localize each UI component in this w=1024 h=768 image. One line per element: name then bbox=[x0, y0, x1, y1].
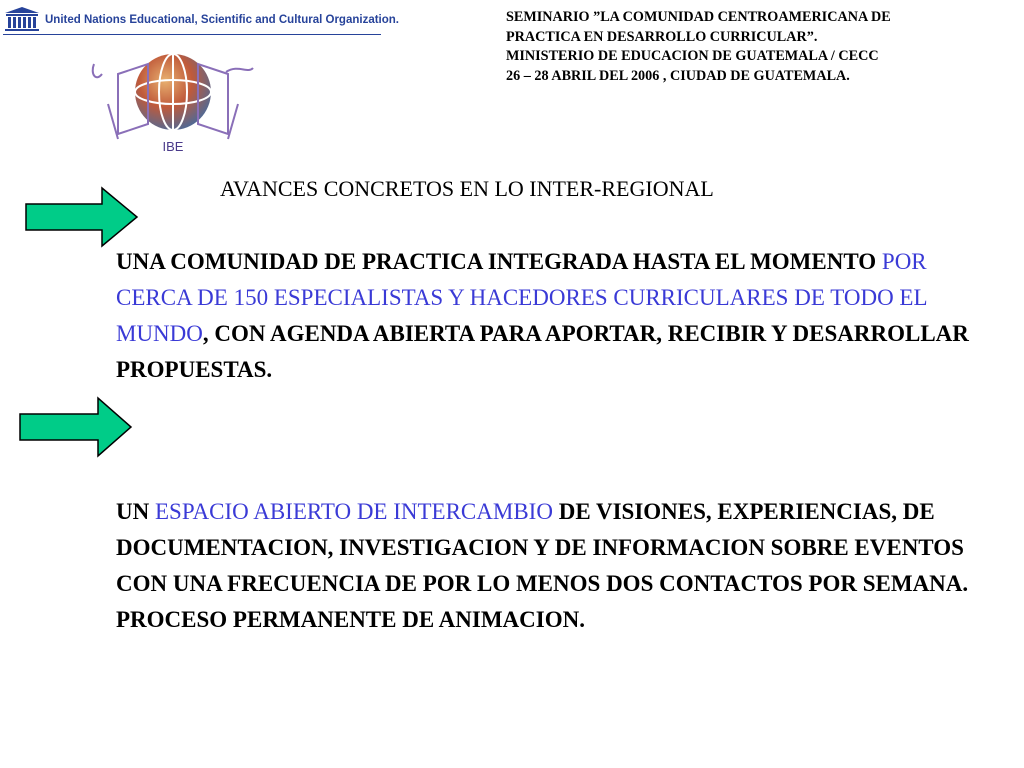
para-text: DE VISIONES, EXPERIENCIAS, DE DOCUMENTACION, INVESTIGACION Y DE INFORMACION SOBRE EVENTOS CON UNA FRECUENCIA DE POR LO MENOS DOS CONTACTOS POR SEMANA. PROCESO PERMANENTE DE ANIMACION. bbox=[116, 499, 969, 632]
seminar-header bbox=[506, 8, 1016, 86]
unesco-header bbox=[3, 6, 399, 36]
seminar-line: MINISTERIO DE EDUCACION DE GUATEMALA / CECC bbox=[506, 48, 879, 64]
para-highlight: POR CERCA DE 150 ESPECIALISTAS Y HACEDORES CURRICULARES DE TODO EL MUNDO bbox=[116, 249, 927, 346]
ibe-globe-logo bbox=[88, 44, 258, 144]
ibe-logo bbox=[88, 44, 258, 162]
paragraph-exchange bbox=[116, 494, 996, 638]
para-text: UN bbox=[116, 499, 155, 524]
right-arrow-icon bbox=[24, 186, 140, 248]
unesco-temple-icon bbox=[3, 6, 41, 32]
ibe-logo-label: IBE bbox=[162, 139, 184, 154]
para-text: , CON AGENDA ABIERTA PARA APORTAR, RECIBIR Y DESARROLLAR PROPUESTAS. bbox=[116, 321, 969, 382]
right-arrow-icon bbox=[18, 396, 134, 458]
para-text: UNA COMUNIDAD DE PRACTICA INTEGRADA HASTA EL MOMENTO bbox=[116, 249, 882, 274]
seminar-line: PRACTICA EN DESARROLLO CURRICULAR”. bbox=[506, 28, 818, 45]
seminar-line: SEMINARIO ”LA COMUNIDAD CENTROAMERICANA DE bbox=[506, 9, 891, 25]
seminar-line: 26 – 28 ABRIL DEL 2006 , CIUDAD DE GUATEMALA. bbox=[506, 67, 850, 84]
header-divider bbox=[3, 34, 381, 35]
unesco-org-name: United Nations Educational, Scientific and Cultural Organization. bbox=[45, 14, 399, 26]
paragraph-community bbox=[116, 244, 996, 388]
slide-heading: AVANCES CONCRETOS EN LO INTER-REGIONAL bbox=[220, 176, 714, 201]
para-highlight: ESPACIO ABIERTO DE INTERCAMBIO bbox=[154, 499, 553, 524]
